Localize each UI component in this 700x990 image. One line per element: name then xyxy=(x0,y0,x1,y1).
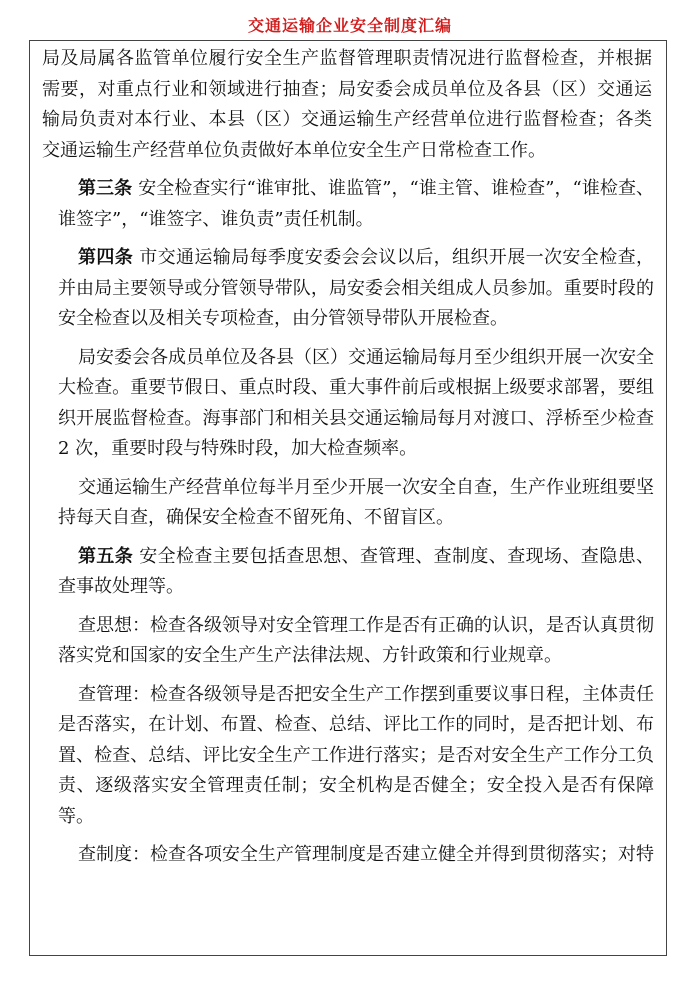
article-label: 第三条 xyxy=(78,178,133,199)
article-label: 第四条 xyxy=(78,247,134,268)
document-body xyxy=(42,44,655,879)
paragraph-text: 局安委会各成员单位及各县（区）交通运输局每月至少组织开展一次安全大检查。重要节假日、重点时段、重大事件前后或根据上级要求部署，要组织开展监督检查。海事部门和相关县交通运输局每月对渡口、浮桥至少检查 2 次，重要时段与特殊时段，加大检查频率。 xyxy=(58,346,654,459)
article-3 xyxy=(58,174,654,235)
page-header-title: 交通运输企业安全制度汇编 xyxy=(247,16,452,35)
paragraph-4 xyxy=(58,343,654,465)
article-4 xyxy=(58,243,654,335)
paragraph-text: 交通运输生产经营单位每半月至少开展一次安全自查，生产作业班组要坚持每天自查，确保安全检查不留死角、不留盲区。 xyxy=(58,476,654,528)
article-label: 第五条 xyxy=(78,545,134,567)
paragraph-text: 市交通运输局每季度安委会会议以后，组织开展一次安全检查，并由局主要领导或分管领导带队，局安委会相关组成人员参加。重要时段的安全检查以及相关专项检查，由分管领导带队开展检查。 xyxy=(58,247,655,329)
paragraph-check-management xyxy=(58,680,654,833)
paragraph-5 xyxy=(58,473,654,534)
paragraph-check-thought xyxy=(58,611,654,672)
paragraph-text: 查思想：检查各级领导对安全管理工作是否有正确的认识，是否认真贯彻落实党和国家的安全生产生产法律法规、方针政策和行业规章。 xyxy=(58,614,654,666)
paragraph-text: 查管理：检查各级领导是否把安全生产工作摆到重要议事日程，主体责任是否落实，在计划、布置、检查、总结、评比工作的同时，是否把计划、布置、检查、总结、评比安全生产工作进行落实；是否对安全生产工作分工负责、逐级落实安全管理责任制；安全机构是否健全；安全投入是否有保障等。 xyxy=(58,683,654,827)
article-5 xyxy=(58,542,654,603)
paragraph-text: 查制度：检查各项安全生产管理制度是否建立健全并得到贯彻落实；对特 xyxy=(78,844,654,865)
paragraph-text: 局及局属各监管单位履行安全生产监督管理职责情况进行监督检查，并根据需要，对重点行业和领域进行抽查；局安委会成员单位及各县（区）交通运输局负责对本行业、本县（区）交通运输生产经营单位进行监督检查；各类交通运输生产经营单位负责做好本单位安全生产日常检查工作。 xyxy=(42,48,652,161)
paragraph-text: 安全检查实行“谁审批、谁监管”，“谁主管、谁检查”，“谁检查、谁签字”，“谁签字、谁负责”责任机制。 xyxy=(58,178,654,230)
paragraph-check-system xyxy=(58,840,654,871)
paragraph-text: 安全检查主要包括查思想、查管理、查制度、查现场、查隐患、查事故处理等。 xyxy=(58,545,655,597)
paragraph-1 xyxy=(42,44,652,166)
